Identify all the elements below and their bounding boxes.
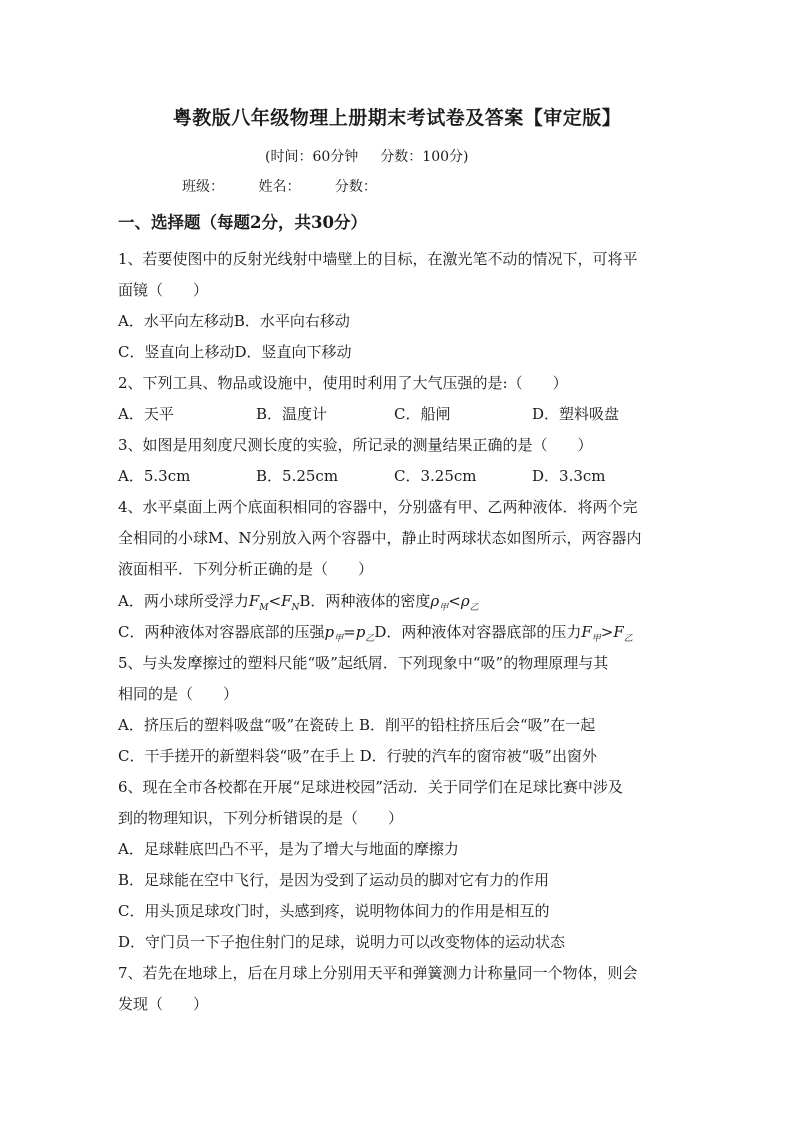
q5-options-cd: C．干手搓开的新塑料袋“吸”在手上 D．行驶的汽车的窗帘被“吸”出窗外: [118, 747, 597, 765]
q4-stem-line2: 全相同的小球M、N分别放入两个容器中，静止时两球状态如图所示，两容器内: [118, 529, 642, 547]
q7-stem-line2: 发现（ ）: [118, 995, 209, 1013]
less-than-sign: <: [268, 592, 282, 610]
q1-options-cd: C．竖直向上移动D．竖直向下移动: [118, 343, 352, 361]
total-score: 分数：100分): [380, 149, 469, 165]
q4-option-d-force-jia: $F_甲$: [581, 623, 601, 644]
time-limit: (时间：60分钟: [265, 149, 359, 165]
q3-option-d: D．3.3cm: [532, 467, 606, 485]
q4-stem-line1: 4、水平桌面上两个底面积相同的容器中，分别盛有甲、乙两种液体．将两个完: [118, 498, 638, 516]
q2-option-b: B．温度计: [256, 405, 328, 423]
q4-option-d-force-yi: $F_乙$: [613, 623, 633, 644]
q4-option-c-pressure-yi: $p_乙$: [355, 623, 375, 644]
less-than-sign: <: [448, 592, 461, 610]
q4-options-cd: [118, 621, 633, 644]
points-label: 分数：: [334, 179, 377, 195]
q2-option-d: D．塑料吸盘: [532, 405, 620, 423]
q4-options-ab: [118, 590, 479, 613]
section-heading: 一、选择题（每题2分，共30分）: [118, 213, 367, 232]
q5-options-ab: A．挤压后的塑料吸盘“吸”在瓷砖上 B．削平的铅柱挤压后会“吸”在一起: [118, 716, 596, 734]
q4-option-c-text: C．两种液体对容器底部的压强: [118, 623, 325, 641]
q5-stem-line1: 5、与头发摩擦过的塑料尺能“吸”起纸屑．下列现象中“吸”的物理原理与其: [118, 654, 609, 672]
q3-stem: 3、如图是用刻度尺测长度的实验，所记录的测量结果正确的是（ ）: [118, 436, 593, 454]
student-info: [182, 176, 407, 196]
q6-option-c: C．用头顶足球攻门时，头感到疼，说明物体间力的作用是相互的: [118, 902, 550, 920]
equals-sign: =: [343, 623, 356, 641]
q6-option-d: D．守门员一下子抱住射门的足球，说明力可以改变物体的运动状态: [118, 933, 566, 951]
q3-options: [118, 465, 670, 486]
q2-option-c: C．船闸: [394, 405, 451, 423]
q6-option-a: A．足球鞋底凹凸不平，是为了增大与地面的摩擦力: [118, 840, 459, 858]
q3-option-c: C．3.25cm: [394, 467, 477, 485]
q6-option-b: B．足球能在空中飞行，是因为受到了运动员的脚对它有力的作用: [118, 871, 550, 889]
exam-meta: [265, 146, 490, 166]
greater-than-sign: >: [600, 623, 614, 641]
q4-option-a-force-m: $F_M$: [248, 592, 269, 613]
q2-stem: 2、下列工具、物品或设施中，使用时利用了大气压强的是:（ ）: [118, 374, 568, 392]
q3-option-a: A．5.3cm: [118, 467, 191, 485]
q1-stem-line1: 1、若要使图中的反射光线射中墙壁上的目标，在激光笔不动的情况下，可将平: [118, 250, 638, 268]
class-label: 班级：: [182, 179, 224, 195]
q4-option-b-density-yi: $\rho_乙$: [460, 592, 479, 613]
page-title: 粤教版八年级物理上册期末考试卷及答案【审定版】: [172, 107, 622, 129]
q6-stem-line1: 6、现在全市各校都在开展“足球进校园”活动．关于同学们在足球比赛中涉及: [118, 778, 623, 796]
q7-stem-line1: 7、若先在地球上，后在月球上分别用天平和弹簧测力计称量同一个物体，则会: [118, 964, 638, 982]
q1-stem-line2: 面镜（ ）: [118, 281, 209, 299]
q6-stem-line2: 到的物理知识，下列分析错误的是（ ）: [118, 809, 404, 827]
q2-options: [118, 403, 670, 424]
q4-option-b-density-jia: $\rho_甲$: [430, 592, 449, 613]
q4-stem-line3: 液面相平．下列分析正确的是（ ）: [118, 560, 374, 578]
q5-stem-line2: 相同的是（ ）: [118, 685, 239, 703]
q4-option-c-pressure-jia: $p_甲$: [324, 623, 344, 644]
q4-option-a-text: A．两小球所受浮力: [118, 592, 249, 610]
q3-option-b: B．5.25cm: [256, 467, 339, 485]
q2-option-a: A．天平: [118, 405, 174, 423]
q4-option-a-force-n: $F_N$: [281, 592, 300, 613]
q4-option-d-text: D．两种液体对容器底部的压力: [374, 623, 582, 641]
name-label: 姓名：: [258, 179, 301, 195]
q4-option-b-text: B．两种液体的密度: [299, 592, 431, 610]
q1-options-ab: A．水平向左移动B．水平向右移动: [118, 312, 350, 330]
